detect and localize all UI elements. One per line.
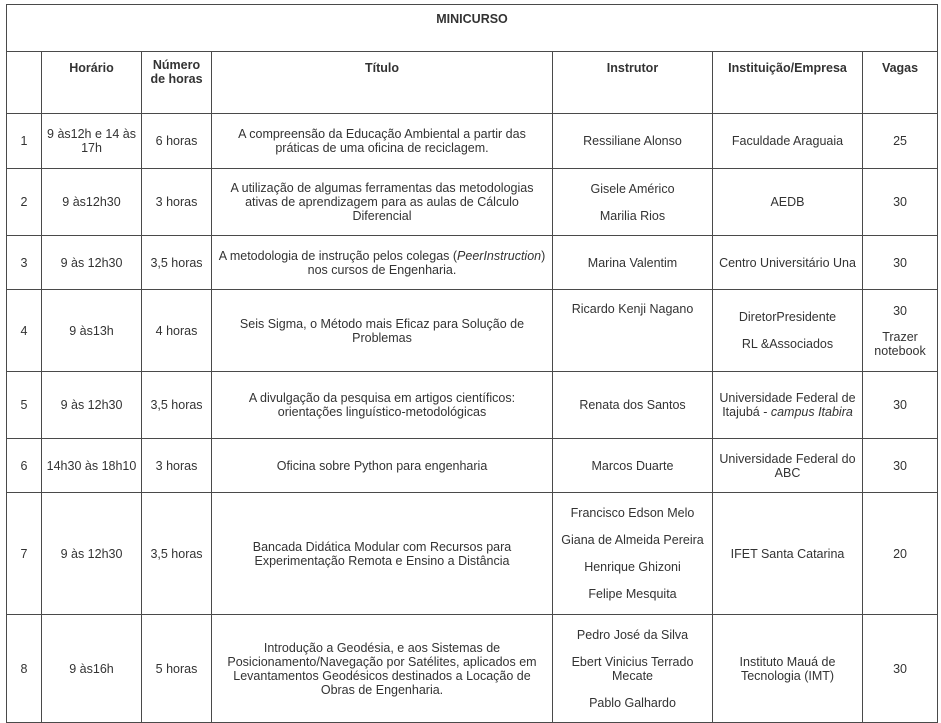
row-horario: 9 às 12h30 (42, 236, 142, 290)
table-title-row (7, 5, 938, 52)
row-titulo (212, 236, 553, 290)
row-titulo: Introdução a Geodésia, e aos Sistemas de Posicionamento/Navegação por Satélites, aplicados em Levantamentos Geodésicos destinados a Locação de Obras de Engenharia. (212, 615, 553, 723)
header-numero-horas-line2: de horas (150, 72, 203, 86)
row-number: 7 (7, 493, 42, 615)
table-row (7, 439, 938, 493)
row-vagas: 20 (863, 493, 938, 615)
vagas-note: Trazer notebook (874, 329, 926, 358)
row-vagas: 25 (863, 114, 938, 169)
row-horas: 3,5 horas (142, 372, 212, 439)
row-instrutor (553, 372, 713, 439)
row-number: 5 (7, 372, 42, 439)
row-instrutor (553, 615, 713, 723)
instituicao-italic: campus Itabira (770, 405, 853, 419)
instrutor-name: Ebert Vinicius Terrado Mecate (571, 654, 694, 683)
row-vagas: 30 (863, 169, 938, 236)
instrutor-name: Ricardo Kenji Nagano (571, 302, 694, 316)
row-horas: 3 horas (142, 439, 212, 493)
table-row (7, 290, 938, 372)
row-instrutor (553, 439, 713, 493)
row-instrutor (553, 493, 713, 615)
row-instituicao: IFET Santa Catarina (713, 493, 863, 615)
instituicao-part: Universidade Federal de Itajubá - (719, 391, 856, 419)
row-instituicao: Centro Universitário Una (713, 236, 863, 290)
header-titulo: Título (212, 52, 553, 114)
table-row (7, 169, 938, 236)
row-horas: 6 horas (142, 114, 212, 169)
row-instituicao: Universidade Federal do ABC (713, 439, 863, 493)
row-instrutor (553, 290, 713, 372)
vagas-value: 30 (893, 303, 907, 318)
row-vagas: 30 (863, 372, 938, 439)
header-instrutor: Instrutor (553, 52, 713, 114)
instrutor-name: Felipe Mesquita (588, 587, 677, 601)
row-horas: 5 horas (142, 615, 212, 723)
header-numero-horas-line1: Número (152, 58, 201, 72)
table-row (7, 493, 938, 615)
instituicao-line: DiretorPresidente (738, 310, 837, 324)
table-row (7, 114, 938, 169)
row-horario: 9 às 12h30 (42, 372, 142, 439)
header-horario: Horário (42, 52, 142, 114)
row-number: 8 (7, 615, 42, 723)
row-horario: 9 às12h e 14 às 17h (42, 114, 142, 169)
instrutor-name: Renata dos Santos (579, 398, 686, 412)
row-instrutor (553, 236, 713, 290)
row-instituicao: Faculdade Araguaia (713, 114, 863, 169)
row-horas: 3,5 horas (142, 493, 212, 615)
instrutor-name: Henrique Ghizoni (584, 560, 681, 574)
table-header-row (7, 52, 938, 114)
instituicao-line: RL &Associados (741, 337, 834, 351)
minicurso-table (6, 4, 938, 723)
titulo-part: ) nos cursos de Engenharia. (307, 248, 546, 277)
row-vagas: 30 (863, 439, 938, 493)
row-horas: 3,5 horas (142, 236, 212, 290)
row-instituicao: Instituto Mauá de Tecnologia (IMT) (713, 615, 863, 723)
table-row (7, 372, 938, 439)
titulo-italic: PeerInstruction (457, 248, 542, 263)
row-instituicao: AEDB (713, 169, 863, 236)
row-instituicao (713, 290, 863, 372)
header-instituicao: Instituição/Empresa (713, 52, 863, 114)
instrutor-name: Gisele Américo (590, 181, 675, 196)
row-horario: 14h30 às 18h10 (42, 439, 142, 493)
row-titulo: Oficina sobre Python para engenharia (212, 439, 553, 493)
row-number: 6 (7, 439, 42, 493)
header-numero-horas (142, 52, 212, 114)
instrutor-name: Francisco Edson Melo (570, 506, 695, 520)
row-titulo: A utilização de algumas ferramentas das metodologias ativas de aprendizagem para as aulas de Cálculo Diferencial (212, 169, 553, 236)
row-number: 3 (7, 236, 42, 290)
row-titulo: A divulgação da pesquisa em artigos científicos: orientações linguístico-metodológicas (212, 372, 553, 439)
table-row (7, 236, 938, 290)
row-horas: 4 horas (142, 290, 212, 372)
instrutor-name: Marilia Rios (599, 208, 666, 223)
row-titulo: A compreensão da Educação Ambiental a partir das práticas de uma oficina de reciclagem. (212, 114, 553, 169)
row-horario: 9 às12h30 (42, 169, 142, 236)
row-vagas (863, 290, 938, 372)
row-instituicao (713, 372, 863, 439)
instrutor-name: Pablo Galhardo (589, 695, 676, 710)
instrutor-name: Marina Valentim (587, 255, 678, 270)
instrutor-name: Giana de Almeida Pereira (561, 533, 704, 547)
instrutor-name: Ressiliane Alonso (583, 134, 682, 148)
row-number: 4 (7, 290, 42, 372)
row-horario: 9 às13h (42, 290, 142, 372)
row-horario: 9 às 12h30 (42, 493, 142, 615)
row-vagas: 30 (863, 236, 938, 290)
header-vagas: Vagas (863, 52, 938, 114)
instrutor-name: Pedro José da Silva (576, 627, 689, 642)
row-horas: 3 horas (142, 169, 212, 236)
row-horario: 9 às16h (42, 615, 142, 723)
row-instrutor (553, 169, 713, 236)
instrutor-name: Marcos Duarte (591, 458, 674, 473)
row-titulo: Bancada Didática Modular com Recursos para Experimentação Remota e Ensino a Distância (212, 493, 553, 615)
row-number: 2 (7, 169, 42, 236)
row-instrutor (553, 114, 713, 169)
row-number: 1 (7, 114, 42, 169)
row-vagas: 30 (863, 615, 938, 723)
table-row (7, 615, 938, 723)
table-title: MINICURSO (7, 5, 938, 52)
header-number (7, 52, 42, 114)
titulo-part: A metodologia de instrução pelos colegas ( (218, 248, 458, 263)
row-titulo: Seis Sigma, o Método mais Eficaz para Solução de Problemas (212, 290, 553, 372)
